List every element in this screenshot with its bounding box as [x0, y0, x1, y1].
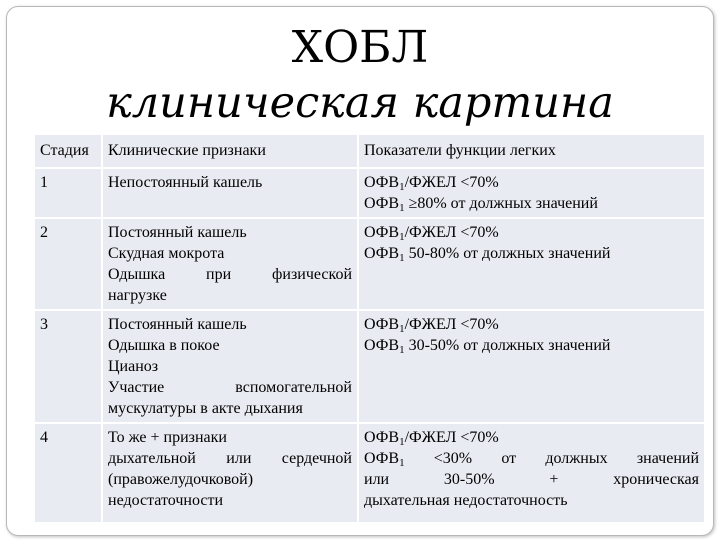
stage-cell: 4 [35, 424, 101, 522]
sign-line: То же + признаки [108, 429, 227, 446]
table-row [35, 424, 704, 522]
function-line: $ОФВ_1 <30\%$ от должных значений [364, 450, 699, 469]
table-row [35, 219, 704, 309]
function-cell [359, 424, 704, 522]
sign-line: Непостоянный кашель [108, 174, 263, 191]
sign-line: Цианоз [108, 358, 159, 375]
header-stage: Стадия [35, 135, 101, 167]
sign-line: Постоянный кашель [108, 316, 247, 333]
function-line: $ОФВ_1$/ФЖЕЛ <70% [364, 429, 499, 448]
table-header-row [35, 135, 704, 167]
signs-cell [103, 169, 357, 217]
table-row [35, 311, 704, 422]
sign-line: Постоянный кашель [108, 224, 247, 241]
sign-line: (правожелудочковой) [108, 471, 254, 488]
header-function: Показатели функции легких [359, 135, 704, 167]
stage-cell: 2 [35, 219, 101, 309]
stages-table [33, 133, 706, 524]
sign-line: дыхательной или сердечной [108, 450, 352, 467]
function-cell [359, 169, 704, 217]
function-line: $ОФВ_1$/ФЖЕЛ <70% [364, 174, 499, 193]
slide-title: ХОБЛ [291, 22, 429, 73]
signs-cell [103, 219, 357, 309]
signs-cell [103, 311, 357, 422]
sign-line: Одышка в покое [108, 337, 220, 354]
sign-line: нагрузке [108, 287, 167, 304]
function-line: дыхательная недостаточность [364, 492, 568, 509]
function-line: $ОФВ_1$ 30-50% от должных значений [364, 337, 611, 356]
stage-cell: 3 [35, 311, 101, 422]
function-line: или 30-50% + хроническая [364, 471, 699, 488]
sign-line: Одышка при физической [108, 266, 352, 283]
stage-cell: 1 [35, 169, 101, 217]
header-signs: Клинические признаки [103, 135, 357, 167]
function-line: $ОФВ_1$/ФЖЕЛ <70% [364, 224, 499, 243]
slide-subtitle: клиническая картина [106, 78, 614, 128]
signs-cell [103, 424, 357, 522]
function-line: $ОФВ_1$ 50-80% от должных значений [364, 245, 611, 264]
table-row [35, 169, 704, 217]
function-cell [359, 311, 704, 422]
sign-line: Скудная мокрота [108, 245, 225, 262]
sign-line: Участие вспомогательной [108, 379, 352, 396]
function-cell [359, 219, 704, 309]
sign-line: недостаточности [108, 492, 223, 509]
sign-line: мускулатуры в акте дыхания [108, 400, 303, 417]
function-line: $ОФВ_1$/ФЖЕЛ <70% [364, 316, 499, 335]
function-line: $ОФВ_1 \ge 80\%$ от должных значений [364, 195, 598, 214]
